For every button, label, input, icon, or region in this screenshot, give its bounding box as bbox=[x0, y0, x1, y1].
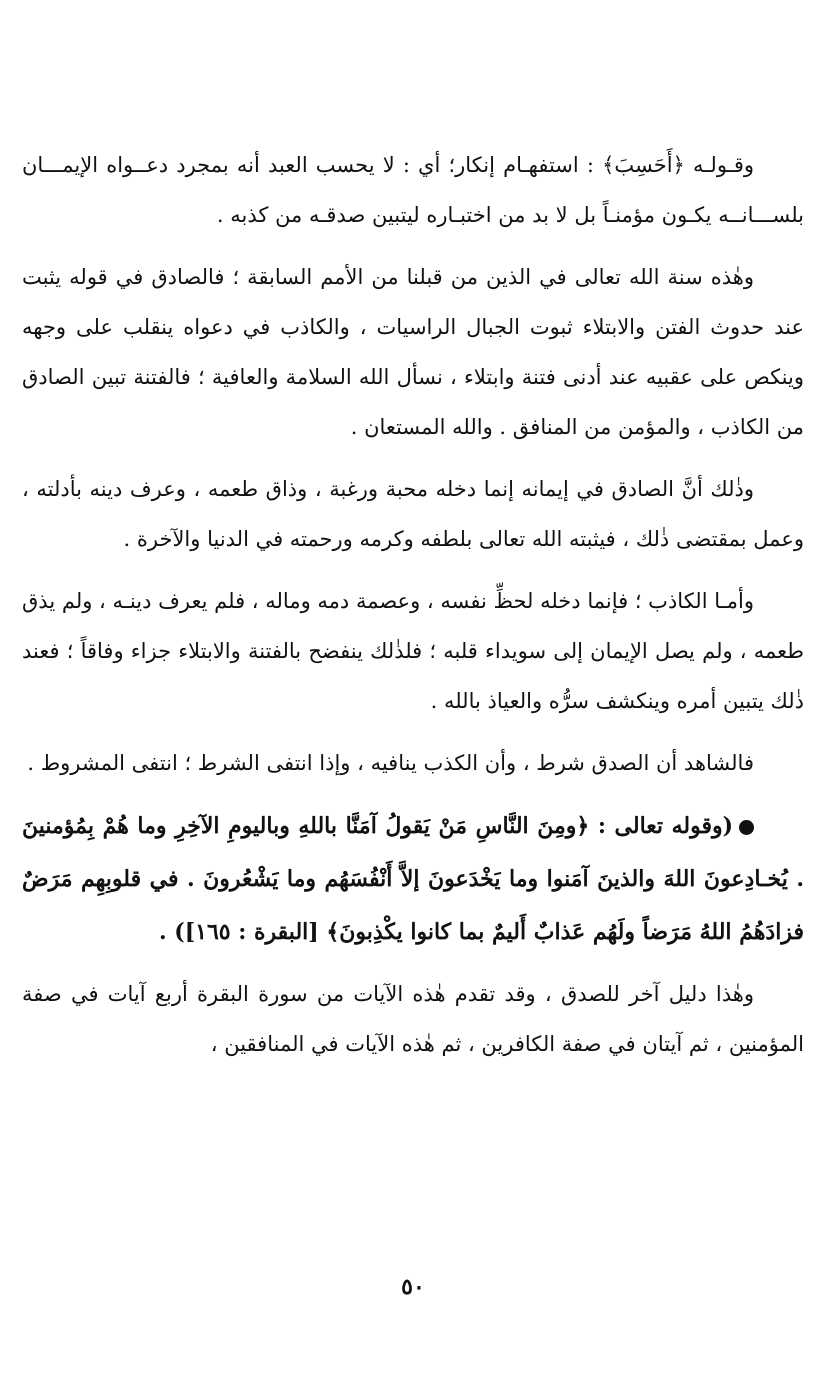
page-body bbox=[22, 140, 804, 1081]
quran-quote-paragraph bbox=[22, 800, 804, 959]
closing-paragraph: وهٰذا دليل آخر للصدق ، وقد تقدم هٰذه الآيات من سورة البقرة أربع آيات في صفة المؤمنين ، ثم آيتان في صفة الكافرين ، ثم هٰذه الآيات في المنافقين ، bbox=[22, 982, 804, 1056]
paragraph-1: وقـولـه ﴿أَحَسِبَ﴾ : استفهـام إنكار؛ أي : لا يحسب العبد أنه بمجرد دعــواه الإيمـــان بلســـانــه يكـون مؤمنـاً بل لا بد من اختبـاره ليتبين صدقـه من كذبه . bbox=[22, 153, 804, 227]
quran-quote-text: (وقوله تعالى : ﴿ومِنَ النَّاسِ مَنْ يَقولُ آمَنَّا باللهِ وباليومِ الآخِرِ وما هُمْ بِمُؤمنينَ . يُخـادِعونَ اللهَ والذينَ آمَنوا وما يَخْدَعونَ إلاَّ أَنْفُسَهُم وما يَشْعُرونَ . في قلوبِهِم مَرَضٌ فزادَهُمُ اللهُ مَرَضاً ولَهُم عَذابٌ أَليمٌ بما كانوا يكْذِبونَ﴾ [البقرة : ١٦٥]) . bbox=[22, 813, 804, 945]
paragraph-2: وهٰذه سنة الله تعالى في الذين من قبلنا من الأمم السابقة ؛ فالصادق في قوله يثبت عند حدوث الفتن والابتلاء ثبوت الجبال الراسيات ، والكاذب في دعواه ينقلب على وجهه وينكص على عقبيه عند أدنى فتنة وابتلاء ، نسأل الله السلامة والعافية ؛ فالفتنة تبين الصادق من الكاذب ، والمؤمن من المنافق . والله المستعان . bbox=[22, 265, 804, 439]
paragraph-3: وذٰلك أنَّ الصادق في إيمانه إنما دخله محبة ورغبة ، وذاق طعمه ، وعرف دينه بأدلته ، وعمل بمقتضى ذٰلك ، فيثبته الله تعالى بلطفه وكرمه ورحمته في الدنيا والآخرة . bbox=[22, 477, 804, 551]
page-number: ٥٠ bbox=[401, 1274, 425, 1300]
bullet-icon bbox=[739, 820, 754, 835]
paragraph-4: وأمـا الكاذب ؛ فإنما دخله لحظِّ نفسه ، وعصمة دمه وماله ، فلم يعرف دينـه ، ولم يذق طعمه ، ولم يصل الإيمان إلى سويداء قلبه ؛ فلذٰلك ينفضح بالفتنة والابتلاء جزاء وفاقاً ؛ فعند ذٰلك يتبين أمره وينكشف سرُّه والعياذ بالله . bbox=[22, 589, 804, 713]
paragraph-5: فالشاهد أن الصدق شرط ، وأن الكذب ينافيه ، وإذا انتفى الشرط ؛ انتفى المشروط . bbox=[27, 751, 754, 775]
